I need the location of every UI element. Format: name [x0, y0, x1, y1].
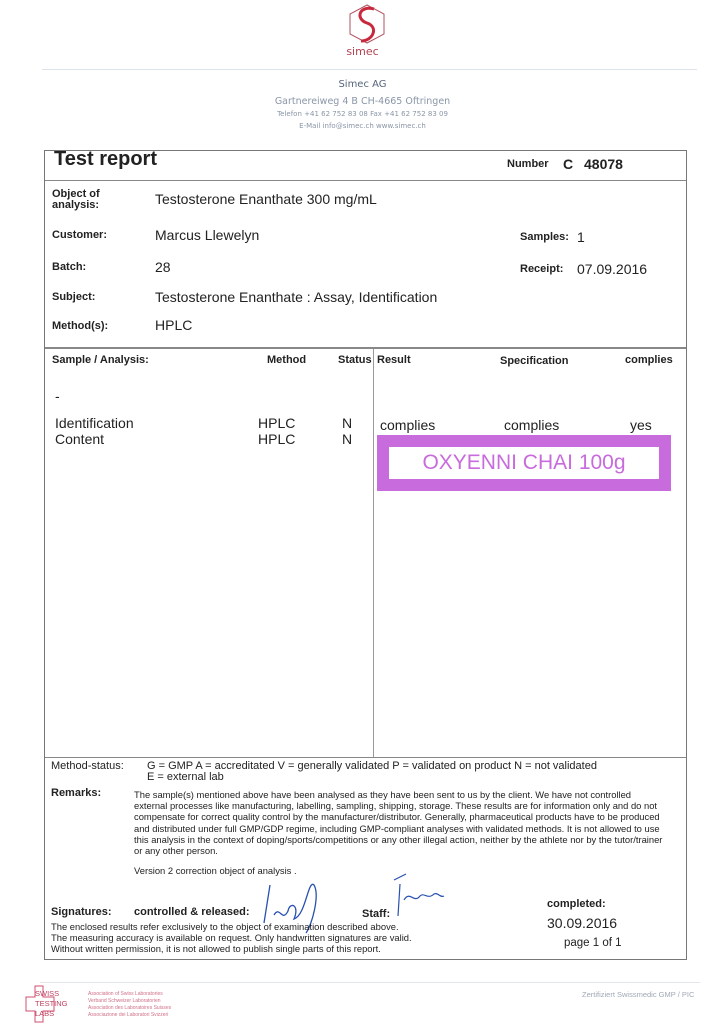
divider [45, 180, 686, 181]
disclaimer: Without written permission, it is not allowed to publish single parts of this report. [51, 943, 381, 954]
analysis-name: Content [55, 431, 105, 447]
analysis-method: HPLC [258, 415, 296, 431]
disclaimer: The measuring accuracy is available on request. Only handwritten signatures are valid. [51, 932, 412, 943]
divider [40, 982, 700, 983]
simec-logo-icon [347, 3, 387, 45]
samples-value: 1 [577, 229, 585, 245]
col-sample: Sample / Analysis: [52, 354, 149, 366]
analysis-result: complies [380, 417, 436, 433]
divider [45, 347, 686, 349]
col-specification: Specification [500, 355, 569, 367]
methods-value: HPLC [155, 317, 193, 333]
col-method: Method [267, 354, 307, 366]
divider [45, 757, 686, 758]
col-complies: complies [625, 354, 673, 366]
analysis-status: N [342, 415, 353, 431]
customer-value: Marcus Llewelyn [155, 227, 260, 243]
overlay-text: OXYENNI CHAI 100g [422, 451, 626, 474]
report-title: Test report [54, 148, 157, 170]
receipt-label: Receipt: [520, 263, 564, 275]
number-label: Number [507, 158, 549, 170]
logo-text: simec [346, 45, 379, 58]
signatures-label: Signatures: [51, 906, 112, 918]
col-result: Result [377, 354, 411, 366]
divider [42, 69, 697, 70]
number-prefix: C [563, 156, 574, 172]
staff-label: Staff: [362, 908, 391, 920]
company-name: Simec AG [338, 79, 387, 90]
subject-value: Testosterone Enanthate : Assay, Identification [155, 289, 438, 305]
assoc-line: Verband Schweizer Laboratorien [88, 998, 161, 1004]
batch-value: 28 [155, 259, 171, 275]
sample-dash: - [55, 388, 60, 404]
association-text [88, 991, 171, 1019]
remarks-text: The sample(s) mentioned above have been analysed as they have been sent to us by the client. We have not controlled external processes like manufacturing, labelling, sampling, shipping, storage. These results are for information only and do not compensate for correct quality control by the manufacturer/distributor. Generally, pharmaceutical products have to be produced and distributed under full GMP/GDP regime, including GMP-compliant analyses with validated methods. It is not allowed to use this analysis in the context of doping/sports/competitions or any other illegal action, neither by the athlete nor by the tutor/trainer or any other person. [134, 789, 663, 857]
customer-label: Customer: [52, 229, 108, 241]
company-address: Gartnereiweg 4 B CH-4665 Oftringen [274, 96, 451, 107]
method-status-legend-2: E = external lab [147, 771, 224, 783]
stl-line: SWISS [35, 989, 60, 998]
version-note: Version 2 correction object of analysis . [134, 865, 297, 876]
controlled-label: controlled & released: [134, 906, 250, 918]
completed-date: 30.09.2016 [547, 915, 618, 931]
company-phone: Telefon +41 62 752 83 08 Fax +41 62 752 83 09 [277, 110, 448, 118]
analysis-status: N [342, 431, 353, 447]
column-divider [373, 349, 374, 757]
certification-text: Zertifiziert Swissmedic GMP / PIC [582, 990, 695, 999]
object-value: Testosterone Enanthate 300 mg/mL [155, 191, 377, 207]
assoc-line: Association des Laboratoires Suisses [88, 1005, 172, 1011]
analysis-name: Identification [55, 415, 134, 431]
remarks-label: Remarks: [51, 787, 102, 799]
method-status-label: Method-status: [51, 760, 124, 772]
report-number: 48078 [584, 156, 623, 172]
analysis-complies: yes [630, 417, 652, 433]
stl-line: TESTING [35, 999, 68, 1008]
subject-label: Subject: [52, 291, 96, 303]
company-email: E-Mail info@simec.ch www.simec.ch [299, 122, 426, 130]
method-status-legend: G = GMP A = accreditated V = generally validated P = validated on product N = not validated [147, 760, 597, 772]
methods-label: Method(s): [52, 320, 109, 332]
batch-label: Batch: [52, 261, 87, 273]
stl-logo-text [35, 989, 68, 1019]
redaction-overlay [377, 435, 671, 491]
object-label: Object of analysis: [52, 188, 100, 211]
analysis-method: HPLC [258, 431, 296, 447]
receipt-value: 07.09.2016 [577, 261, 648, 277]
analysis-spec: complies [504, 417, 560, 433]
signature-staff-icon [390, 870, 450, 920]
completed-label: completed: [547, 898, 606, 910]
stl-line: LABS [35, 1009, 55, 1018]
page-number: page 1 of 1 [564, 937, 622, 949]
col-status: Status [338, 354, 372, 366]
samples-label: Samples: [520, 231, 569, 243]
assoc-line: Association of Swiss Laboratories [88, 991, 163, 997]
assoc-line: Associazione dei Laboratori Svizzeri [88, 1012, 169, 1018]
disclaimer: The enclosed results refer exclusively to the object of examination described above. [51, 921, 399, 932]
